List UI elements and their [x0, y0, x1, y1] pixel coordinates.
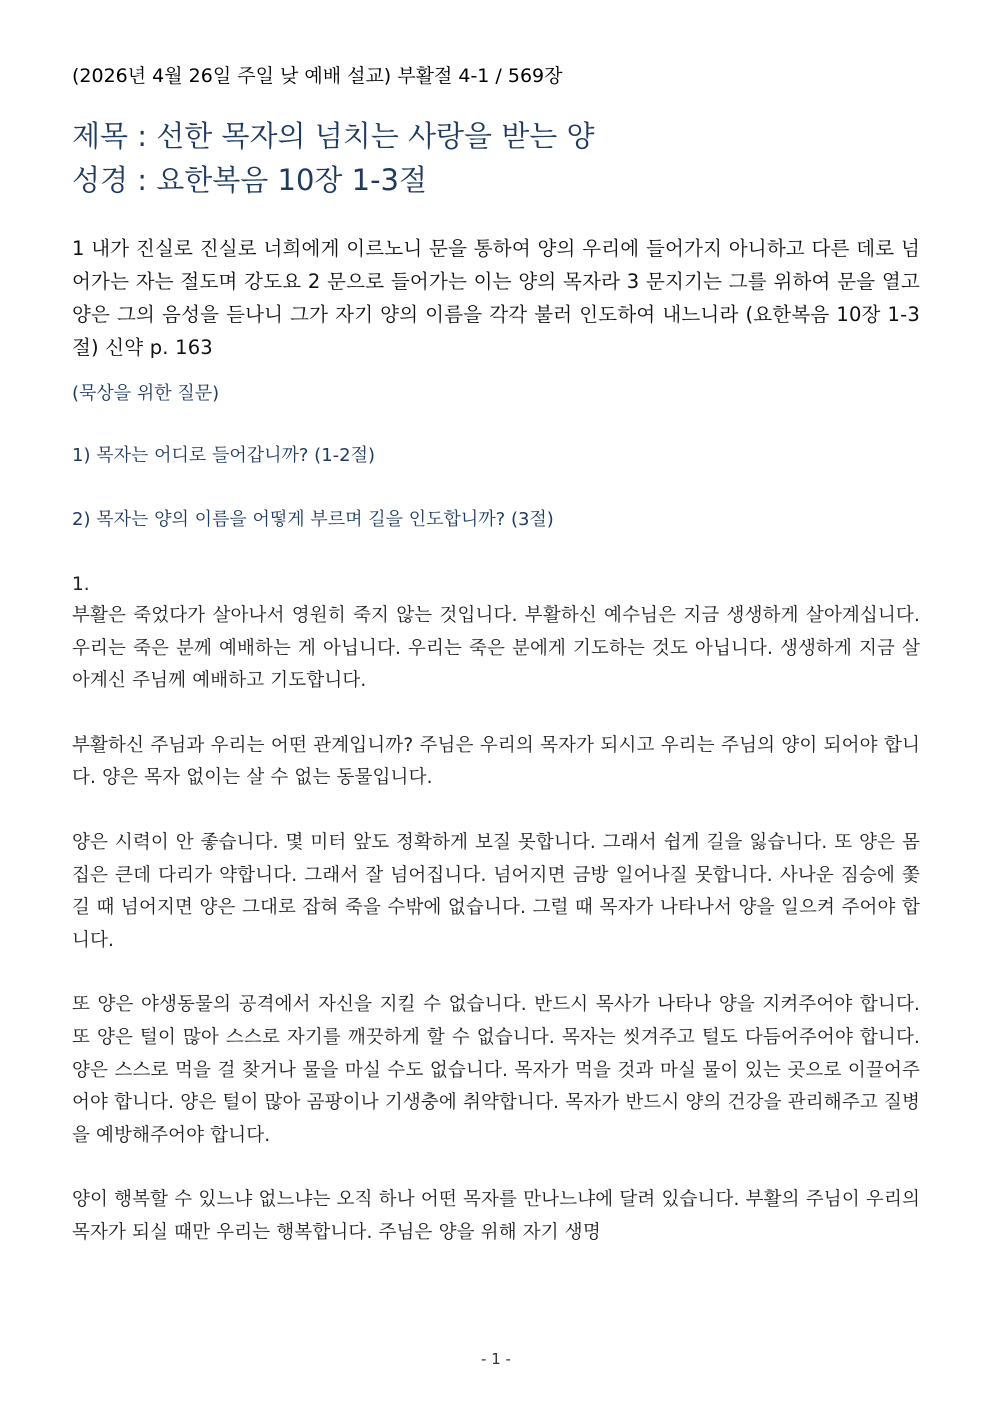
- meditation-question-1: 1) 목자는 어디로 들어갑니까? (1-2절): [72, 445, 376, 466]
- title-block: [72, 114, 920, 202]
- document-page: [72, 62, 920, 1282]
- body-paragraph: 부활하신 주님과 우리는 어떤 관계입니까? 주님은 우리의 목자가 되시고 우리는 주님의 양이 되어야 합니다. 양은 목자 없이는 살 수 없는 동물입니다.: [72, 734, 920, 789]
- page-number: - 1 -: [481, 1350, 511, 1368]
- body-paragraph: 양은 시력이 안 좋습니다. 몇 미터 앞도 정확하게 보질 못합니다. 그래서 쉽게 길을 잃습니다. 또 양은 몸집은 큰데 다리가 약합니다. 그래서 잘 넘어집니다. 넘어지면 금방 일어나질 못합니다. 사나운 짐승에 쫓길 때 넘어지면 양은 그대로 잡혀 죽을 수밖에 없습니다. 그럴 때 목자가 나타나서 양을 일으켜 주어야 합니다.: [72, 831, 920, 951]
- sermon-title: 제목 : 선한 목자의 넘치는 사랑을 받는 양: [72, 119, 595, 153]
- body-paragraph: 또 양은 야생동물의 공격에서 자신을 지킬 수 없습니다. 반드시 목사가 나타나 양을 지켜주어야 합니다. 또 양은 털이 많아 스스로 자기를 깨끗하게 할 수 없습니다. 목자는 씻겨주고 털도 다듬어주어야 합니다. 양은 스스로 먹을 걸 찾거나 물을 마실 수도 없습니다. 목자가 먹을 것과 마실 물이 있는 곳으로 이끌어주어야 합니다. 양은 털이 많아 곰팡이나 기생충에 취약합니다. 목자가 반드시 양의 건강을 관리해주고 질병을 예방해주어야 합니다.: [72, 994, 920, 1146]
- section-number: 1.: [72, 574, 90, 595]
- meditation-heading: (묵상을 위한 질문): [72, 383, 220, 404]
- scripture-reference: 성경 : 요한복음 10장 1-3절: [72, 163, 428, 197]
- sermon-header: (2026년 4월 26일 주일 낮 예배 설교) 부활절 4-1 / 569장: [72, 65, 563, 87]
- meditation-question-2: 2) 목자는 양의 이름을 어떻게 부르며 길을 인도합니까? (3절): [72, 509, 554, 530]
- body-paragraph: 양이 행복할 수 있느냐 없느냐는 오직 하나 어떤 목자를 만나느냐에 달려 있습니다. 부활의 주님이 우리의 목자가 되실 때만 우리는 행복합니다. 주님은 양을 위해 자기 생명: [72, 1189, 920, 1243]
- body-paragraph: 부활은 죽었다가 살아나서 영원히 죽지 않는 것입니다. 부활하신 예수님은 지금 생생하게 살아계십니다. 우리는 죽은 분께 예배하는 게 아닙니다. 우리는 죽은 분에게 기도하는 것도 아닙니다. 생생하게 지금 살아계신 주님께 예배하고 기도합니다.: [72, 605, 920, 692]
- scripture-text: 1 내가 진실로 진실로 너희에게 이르노니 문을 통하여 양의 우리에 들어가지 아니하고 다른 데로 넘어가는 자는 절도며 강도요 2 문으로 들어가는 이는 양의 목자라 3 문지기는 그를 위하여 문을 열고 양은 그의 음성을 듣나니 그가 자기 양의 이름을 각각 불러 인도하여 내느니라 (요한복음 10장 1-3절) 신약 p. 163: [72, 237, 920, 359]
